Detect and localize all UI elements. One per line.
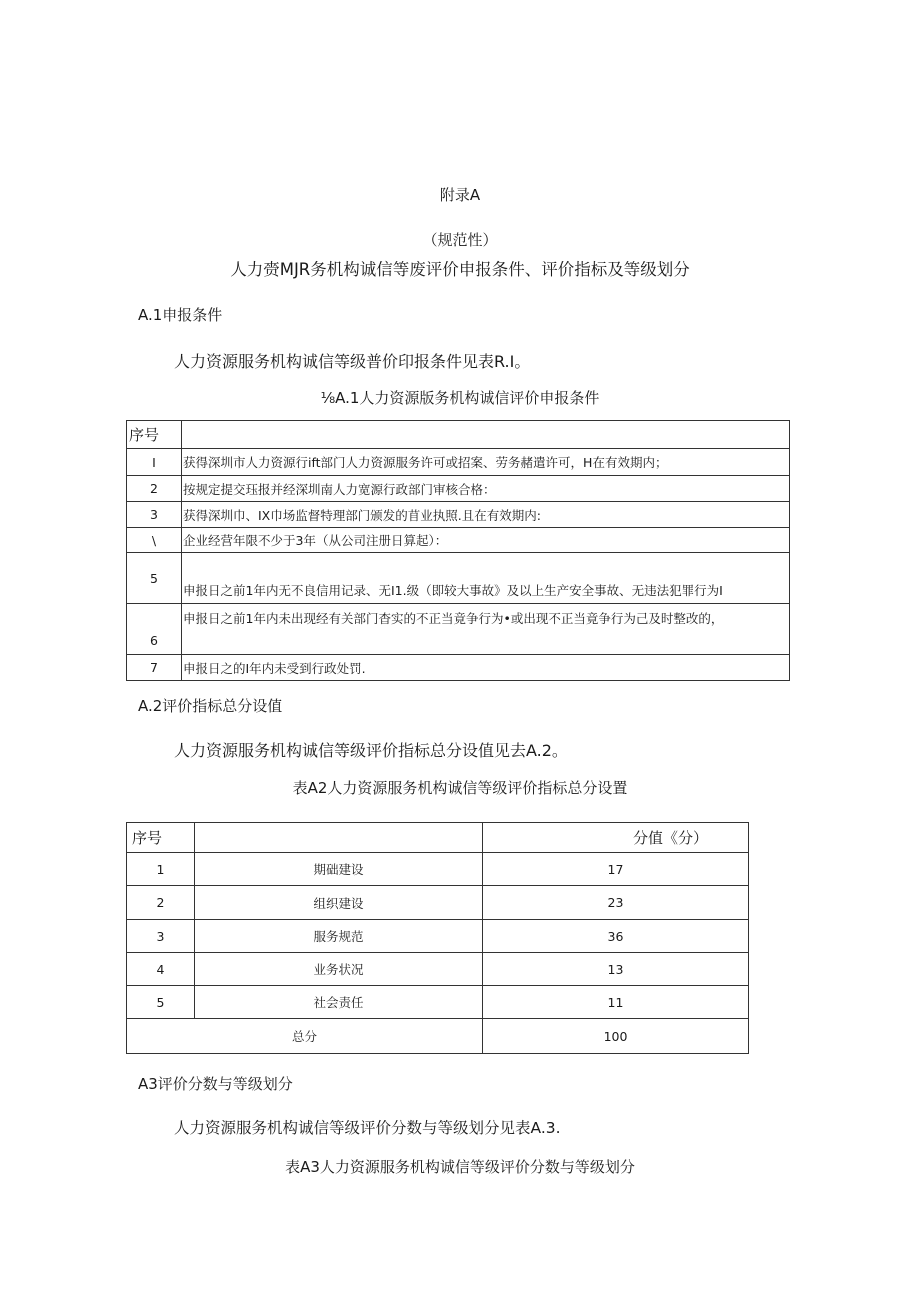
table-a1-caption: ⅛A.1人力资源版务机构诚信评价申报条件 [320, 389, 600, 407]
row-number: 5 [127, 553, 182, 604]
table-a1 [126, 420, 790, 681]
appendix-title: 附录A [439, 186, 481, 204]
section-a1-body: 人力资源服务机构诚信等级普价印报条件见表R.I。 [174, 352, 531, 371]
table-row [127, 1019, 749, 1054]
table-row [127, 449, 790, 476]
total-score: 100 [483, 1019, 749, 1054]
row-number: 2 [127, 476, 182, 502]
row-number: I [127, 449, 182, 476]
section-a3-heading: A3评价分数与等级划分 [138, 1075, 293, 1093]
row-text: 申报日之的I年内未受到行政处罚. [182, 655, 790, 681]
row-item: 社会责任 [195, 986, 483, 1019]
table-row [127, 886, 749, 920]
table-row [127, 823, 749, 853]
row-text: 申报日之前1年内未出现经有关部门杳实的不正当竟争行为•或出现不正当竟争行为己及时整改的， [182, 604, 790, 655]
row-text: 申报日之前1年内无不良信用记录、无I1.级（即较大事故》及以上生产安全事故、无违法犯罪行为I [182, 553, 790, 604]
table-row [127, 553, 790, 604]
table-row [127, 953, 749, 986]
section-a2-heading: A.2评价指标总分设值 [138, 697, 283, 715]
header-content [182, 421, 790, 449]
row-item: 组织建设 [195, 886, 483, 920]
row-text: 企业经营年限不少于3年（从公司注册日算起）： [182, 528, 790, 553]
row-number: 2 [127, 886, 195, 920]
header-score: 分值《分） [483, 823, 749, 853]
table-row [127, 421, 790, 449]
row-text: 获得深圳市人力资源行ift部门人力资源服务许可或招案、劳务赭遣许可，H在有效期内； [182, 449, 790, 476]
section-a2-body: 人力资源服务机构诚信等级评价指标总分设值见去A.2。 [174, 741, 568, 760]
table-row [127, 853, 749, 886]
table-row [127, 528, 790, 553]
row-number: 3 [127, 920, 195, 953]
table-row [127, 502, 790, 528]
total-label: 总分 [127, 1019, 483, 1054]
row-number: 7 [127, 655, 182, 681]
table-row [127, 655, 790, 681]
table-a2-caption: 表A2人力资源服务机构诚信等级评价指标总分设置 [292, 779, 628, 797]
row-score: 23 [483, 886, 749, 920]
row-number: \ [127, 528, 182, 553]
row-item: 服务规范 [195, 920, 483, 953]
table-row [127, 476, 790, 502]
row-text: 获得深圳巾、IX巾场监督特理部门颁发的苜业执照.且在有效期内: [182, 502, 790, 528]
table-row [127, 604, 790, 655]
row-number: 6 [127, 604, 182, 655]
section-a3-body: 人力资源服务机构诚信等级评价分数与等级划分见表A.3. [174, 1119, 561, 1137]
row-text: 按规定提交珏报并经深圳南人力宽源行政部门审核合格： [182, 476, 790, 502]
table-row [127, 920, 749, 953]
row-score: 13 [483, 953, 749, 986]
row-number: 3 [127, 502, 182, 528]
row-number: 4 [127, 953, 195, 986]
table-a2 [126, 822, 749, 1054]
row-score: 17 [483, 853, 749, 886]
table-row [127, 986, 749, 1019]
row-item: 期础建设 [195, 853, 483, 886]
header-seq: 序号 [127, 421, 182, 449]
row-number: 1 [127, 853, 195, 886]
appendix-subtitle: （规范性） [422, 231, 498, 249]
row-number: 5 [127, 986, 195, 1019]
section-a1-heading: A.1申报条件 [138, 306, 223, 324]
row-score: 36 [483, 920, 749, 953]
header-item [195, 823, 483, 853]
row-item: 业务状况 [195, 953, 483, 986]
appendix-heading: 人力赍MJR务机构诚信等废评价申报条件、评价指标及等级划分 [230, 260, 690, 279]
row-score: 11 [483, 986, 749, 1019]
header-seq: 序号 [127, 823, 195, 853]
table-a3-caption: 表A3人力资源服务机构诚信等级评价分数与等级划分 [285, 1158, 635, 1176]
